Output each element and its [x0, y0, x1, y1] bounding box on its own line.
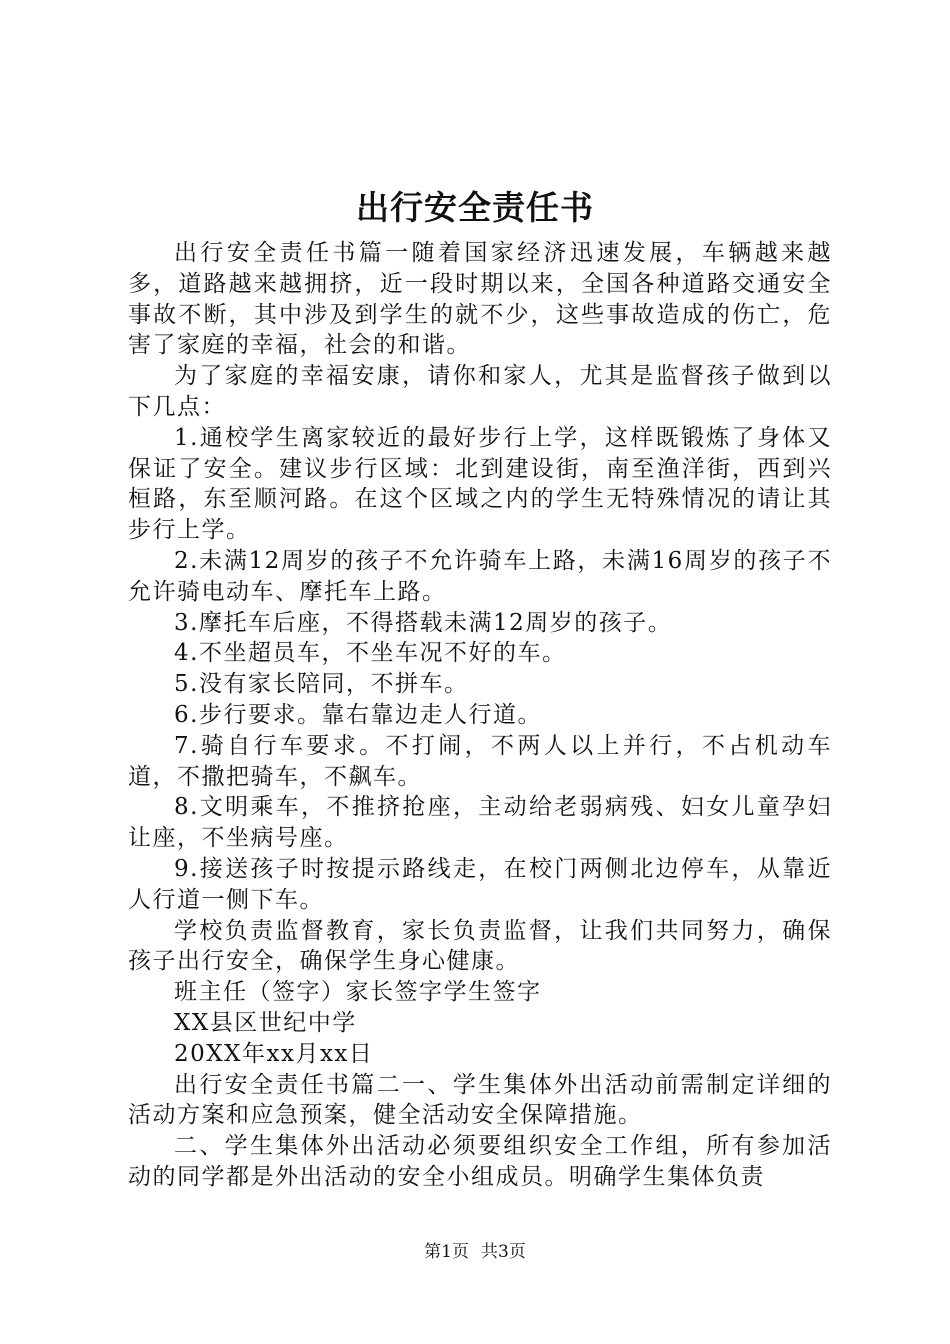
paragraph: 出行安全责任书篇二一、学生集体外出活动前需制定详细的活动方案和应急预案，健全活动安全保障措施。	[128, 1071, 832, 1129]
document-date: 20XX年xx月xx日	[174, 1040, 374, 1067]
paragraph: 为了家庭的幸福安康，请你和家人，尤其是监督孩子做到以下几点：	[128, 363, 832, 420]
list-item: 7.骑自行车要求。不打闹，不两人以上并行，不占机动车道，不撒把骑车，不飙车。	[128, 732, 832, 790]
school-name: XX县区世纪中学	[174, 1009, 357, 1036]
list-item: 2.未满12周岁的孩子不允许骑车上路，未满16周岁的孩子不允许骑电动车、摩托车上路。	[128, 547, 832, 605]
signature-line: 班主任（签字）家长签字学生签字	[174, 979, 542, 1006]
document-body	[128, 238, 832, 1193]
page-footer	[0, 1240, 950, 1264]
list-item: 3.摩托车后座，不得搭载未满12周岁的孩子。	[174, 609, 673, 636]
paragraph: 学校负责监督教育，家长负责监督，让我们共同努力，确保孩子出行安全，确保学生身心健康。	[128, 917, 832, 975]
paragraph: 二、学生集体外出活动必须要组织安全工作组，所有参加活动的同学都是外出活动的安全小组成员。明确学生集体负责	[128, 1133, 832, 1190]
list-item: 9.接送孩子时按提示路线走，在校门两侧北边停车，从靠近人行道一侧下车。	[128, 855, 832, 913]
paragraph: 出行安全责任书篇一随着国家经济迅速发展，车辆越来越多，道路越来越拥挤，近一段时期以来，全国各种道路交通安全事故不断，其中涉及到学生的就不少，这些事故造成的伤亡，危害了家庭的幸福，社会的和谐。	[128, 240, 832, 359]
list-item: 4.不坐超员车，不坐车况不好的车。	[174, 640, 567, 667]
page-total: 共3页	[481, 1242, 526, 1262]
list-item: 5.没有家长陪同，不拼车。	[174, 671, 469, 698]
list-item: 1.通校学生离家较近的最好步行上学，这样既锻炼了身体又保证了安全。建议步行区域：北到建设街，南至渔洋街，西到兴桓路，东至顺河路。在这个区域之内的学生无特殊情况的请让其步行上学。	[128, 424, 832, 544]
list-item: 6.步行要求。靠右靠边走人行道。	[174, 701, 542, 728]
list-item: 8.文明乘车，不推挤抢座，主动给老弱病残、妇女儿童孕妇让座，不坐病号座。	[128, 794, 832, 852]
document-title: 出行安全责任书	[356, 188, 594, 227]
page-number: 第1页	[424, 1242, 469, 1262]
